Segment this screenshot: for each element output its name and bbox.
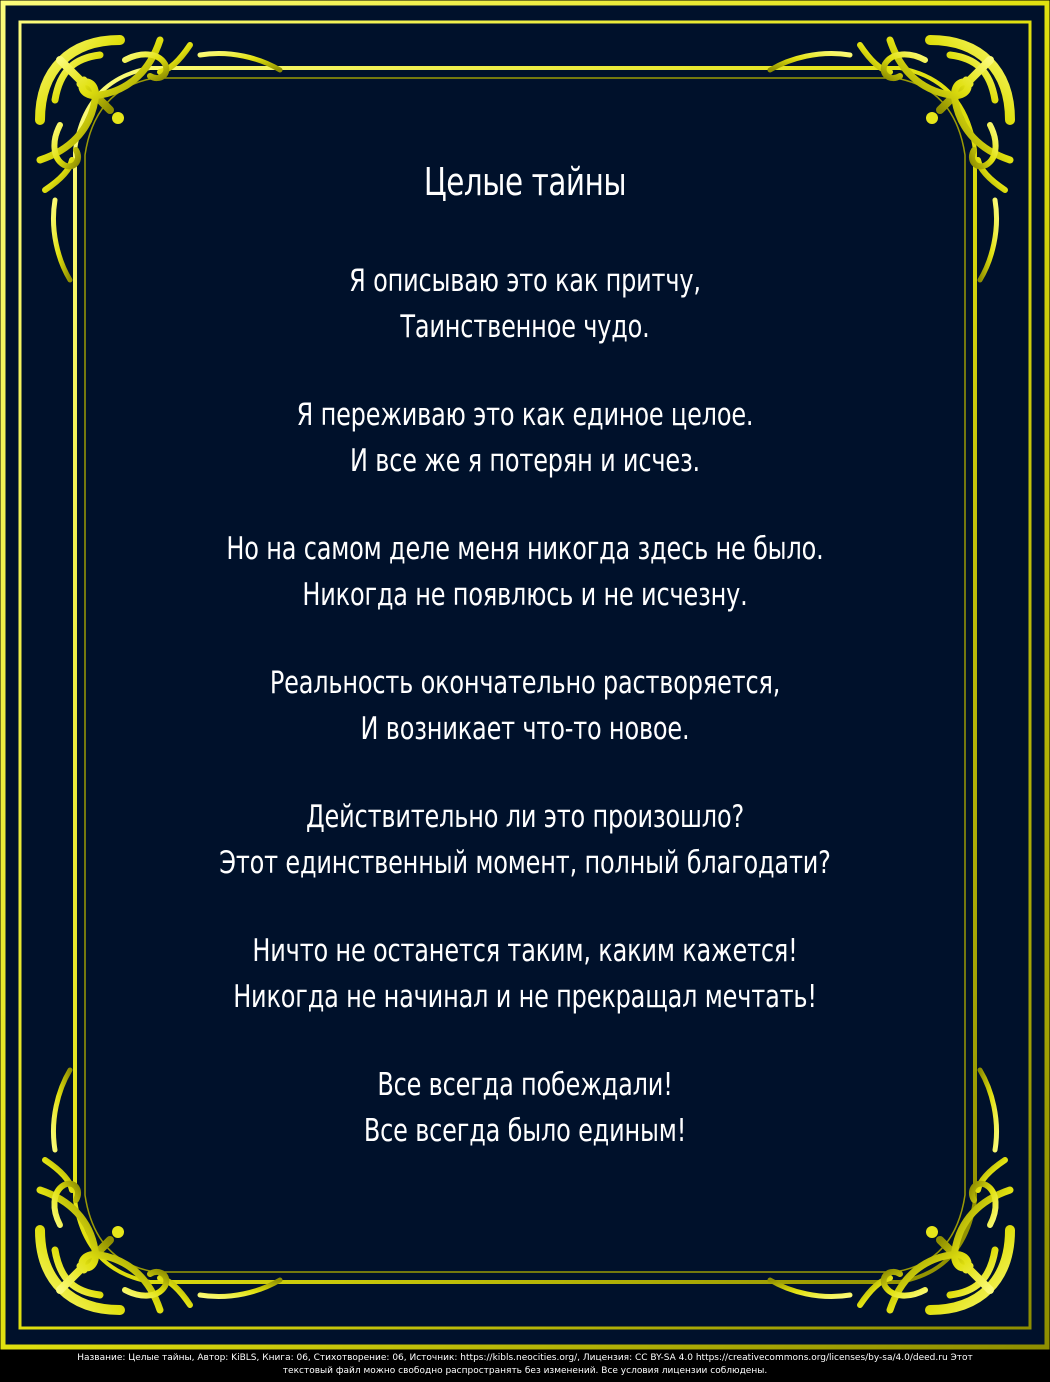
stanza — [120, 794, 930, 886]
poem-line: Никогда не начинал и не прекращал мечтать! — [233, 979, 817, 1015]
footer-line-1: Название: Целые тайны, Автор: KiBLS, Книга: 06, Стихотворение: 06, Источник: https://kibls.neocities.org/, Лицензия: CC BY-SA 4.0 https://creativecommons.org/licenses/by-sa/4.0/deed.ru Этот — [77, 1353, 973, 1363]
poem-line: И все же я потерян и исчез. — [350, 443, 700, 479]
poem-line: Этот единственный момент, полный благодати? — [219, 845, 831, 881]
poem-line: И возникает что-то новое. — [360, 711, 690, 747]
stanza — [120, 928, 930, 1020]
stanza — [120, 1062, 930, 1154]
poem-line: Я описываю это как притчу, — [349, 263, 701, 299]
stanza — [120, 258, 930, 350]
poem — [120, 150, 930, 1196]
license-footer — [0, 1352, 1050, 1378]
poem-line: Все всегда побеждали! — [377, 1067, 673, 1103]
poem-line: Ничто не останется таким, каким кажется! — [252, 933, 798, 969]
stanza — [120, 392, 930, 484]
poem-line: Все всегда было единым! — [363, 1113, 687, 1149]
poem-line: Таинственное чудо. — [400, 309, 650, 345]
poem-line: Действительно ли это произошло? — [305, 799, 745, 835]
stanza — [120, 660, 930, 752]
poem-title: Целые тайны — [423, 160, 627, 204]
footer-line-2: текстовый файл можно свободно распространять без изменений. Все условия лицензии соблюдены. — [282, 1366, 768, 1376]
stanza — [120, 526, 930, 618]
poem-line: Я переживаю это как единое целое. — [296, 397, 754, 433]
poem-line: Но на самом деле меня никогда здесь не было. — [226, 531, 824, 567]
poem-line: Никогда не появлюсь и не исчезну. — [302, 577, 748, 613]
poem-line: Реальность окончательно растворяется, — [269, 665, 781, 701]
